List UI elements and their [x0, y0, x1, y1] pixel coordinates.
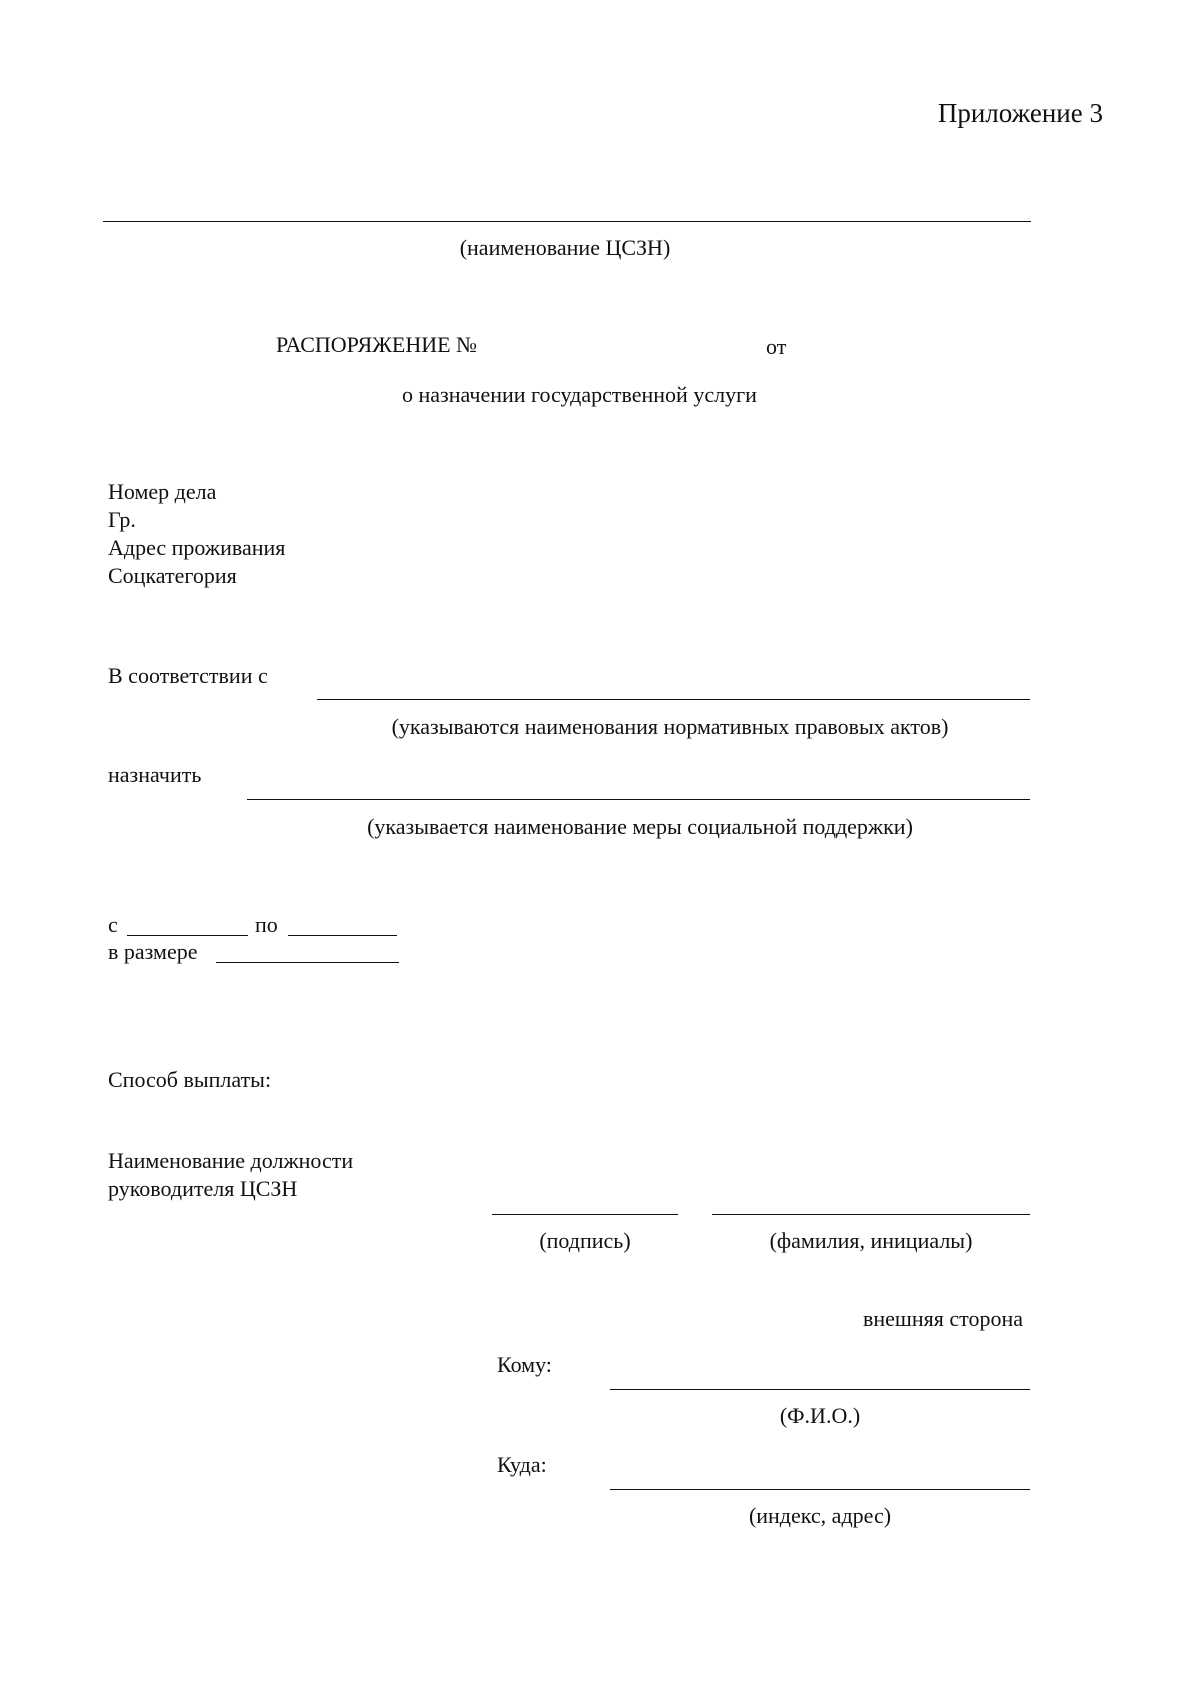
period-from-line — [127, 935, 248, 936]
order-subject: о назначении государственной услуги — [402, 382, 757, 407]
citizen-label: Гр. — [108, 507, 136, 532]
org-name-caption: (наименование ЦСЗН) — [459, 235, 671, 260]
order-title: РАСПОРЯЖЕНИЕ № — [276, 332, 478, 357]
social-category-label: Соцкатегория — [108, 563, 237, 588]
full-name-caption: (фамилия, инициалы) — [769, 1228, 973, 1253]
org-name-line — [103, 221, 1031, 222]
payment-method-label: Способ выплаты: — [108, 1067, 272, 1092]
signature-caption: (подпись) — [539, 1228, 631, 1253]
destination-label: Куда: — [497, 1452, 547, 1477]
assign-line — [247, 799, 1030, 800]
case-number-label: Номер дела — [108, 479, 217, 504]
full-name-line — [712, 1214, 1030, 1215]
basis-line — [317, 699, 1030, 700]
basis-caption: (указываются наименования нормативных правовых актов) — [391, 714, 949, 739]
recipient-caption: (Ф.И.О.) — [779, 1403, 861, 1428]
recipient-label: Кому: — [497, 1352, 552, 1377]
assign-label: назначить — [108, 762, 202, 787]
destination-caption: (индекс, адрес) — [748, 1503, 892, 1528]
amount-line — [216, 962, 399, 963]
assign-caption: (указывается наименование меры социальной поддержки) — [367, 814, 913, 839]
order-date-label: от — [766, 334, 787, 359]
destination-line — [610, 1489, 1030, 1490]
amount-label: в размере — [108, 939, 198, 964]
basis-label: В соответствии с — [108, 663, 268, 688]
period-from-label: с — [108, 912, 118, 937]
signature-line — [492, 1214, 678, 1215]
appendix-label: Приложение 3 — [937, 98, 1103, 128]
period-to-line — [288, 935, 397, 936]
period-to-label: по — [255, 912, 278, 937]
address-label: Адрес проживания — [108, 535, 286, 560]
head-position-line2: руководителя ЦСЗН — [108, 1176, 298, 1201]
recipient-line — [610, 1389, 1030, 1390]
head-position-line1: Наименование должности — [108, 1148, 354, 1173]
envelope-side-label: внешняя сторона — [862, 1306, 1023, 1331]
